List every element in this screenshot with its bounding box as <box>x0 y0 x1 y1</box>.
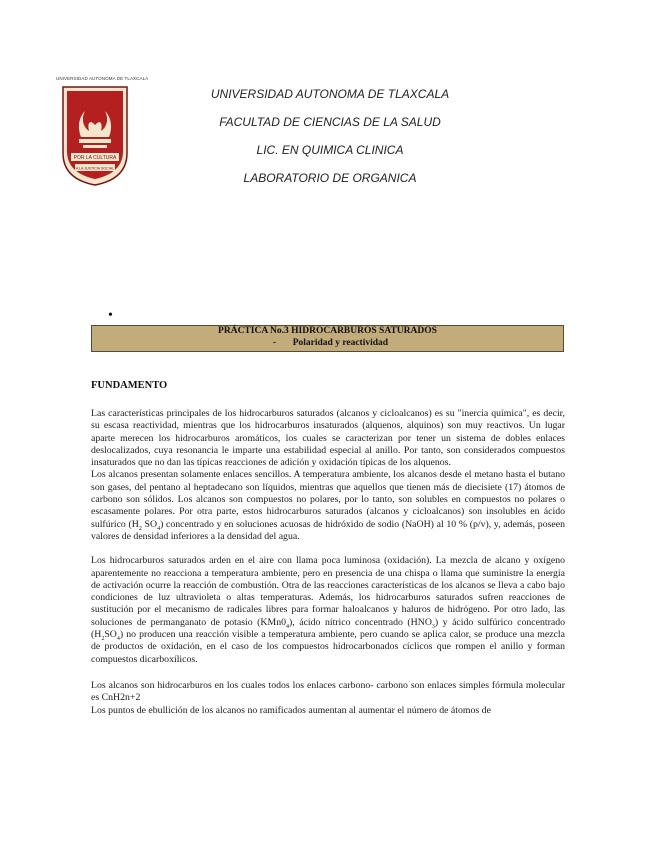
institution-header <box>160 86 500 198</box>
svg-text:A LA JUSTICIA SOCIAL: A LA JUSTICIA SOCIAL <box>75 166 115 171</box>
lab-name: LABORATORIO DE ORGANICA <box>243 171 417 185</box>
paragraph-5: Los puntos de ebullición de los alcanos no ramificados aumentan al aumentar el número de átomos de <box>91 704 491 716</box>
document-body <box>91 408 565 717</box>
university-shield-icon <box>59 83 131 187</box>
paragraph-1: Las características principales de los hidrocarburos saturados (alcanos y cicloalcanos) es su "inercia química", es decir, su escasa reactividad, mientras que los hidrocarburos insaturados (alquenos, alquinos) son muy reactivos. Un lugar aparte merecen los hidrocarburos aromáticos, los cuales se caracterizan por tener un sistema de dobles enlaces deslocalizados, cuya resonancia le imparte una estabilidad especial al anillo. Por tanto, son considerados compuestos insaturados que no dan las típicas reacciones de adición y oxidación típicas de los alquenos. <box>91 408 565 469</box>
program-name: LIC. EN QUIMICA CLINICA <box>256 143 404 157</box>
practice-title: PRÁCTICA No.3 HIDROCARBUROS SATURADOS <box>218 326 437 336</box>
university-name: UNIVERSIDAD AUTONOMA DE TLAXCALA <box>210 87 450 101</box>
logo-caption: UNIVERSIDAD AUTONOMA DE TLAXCALA <box>56 76 149 81</box>
section-heading: FUNDAMENTO <box>91 380 168 391</box>
svg-text:POR LA CULTURA: POR LA CULTURA <box>73 155 117 161</box>
practice-subtitle: - Polaridad y reactividad <box>272 337 389 348</box>
practice-title-box <box>91 325 564 352</box>
university-logo <box>56 76 149 188</box>
faculty-name: FACULTAD DE CIENCIAS DE LA SALUD <box>219 115 441 129</box>
paragraph-3: Los hidrocarburos saturados arden en el aire con llama poca luminosa (oxidación). La mezcla de alcano y oxígeno aparentemente no reacciona a temperatura ambiente, pero en presencia de una chispa o llama que suministre la energía de activación ocurre la reacción de combustión. Otra de las reacciones características de los alcanos se lleva a cabo bajo condiciones de luz ultravioleta o altas temperaturas. Además, los hidrocarburos saturados sufren reacciones de sustitución por el mecanismo de radicales libres para formar haloalcanos y haluros de hidrógeno. Por otro lado, las soluciones de permanganato de potasio $(KMn0_4)$, ácido nítrico concentrado $(HNO_3)$ y ácido sulfúrico concentrado $(H_2SO_4)$ no producen una reacción visible a temperatura ambiente, pero cuando se aplica calor, se produce una mezcla de productos de oxidación, en el caso de los compuestos hidrocarbonados cíclicos que rompen el anillo y forman compuestos dicarboxílicos. <box>91 555 565 665</box>
paragraph-2: Los alcanos presentan solamente enlaces sencillos. A temperatura ambiente, los alcanos desde el metano hasta el butano son gases, del pentano al heptadecano son líquidos, mientras que aquellos que tienen más de diecisiete (17) átomos de carbono son sólidos. Los alcanos son compuestos no polares, por lo tanto, son solubles en compuestos no polares o escasamente polares. Por otra parte, estos hidrocarburos saturados (alcanos y cicloalcanos) son insolubles en ácido sulfúrico ($H_2$ $SO_4$) concentrado y en soluciones acuosas de hidróxido de sodio (NaOH) al 10 % (p/v), y, además, poseen valores de densidad inferiores a la densidad del agua. <box>91 469 565 542</box>
paragraph-4: Los alcanos son hidrocarburos en los cuales todos los enlaces carbono- carbono son enlaces simples fórmula molecular es CnH2n+2 <box>91 679 565 704</box>
bullet-marker: • <box>108 308 113 323</box>
